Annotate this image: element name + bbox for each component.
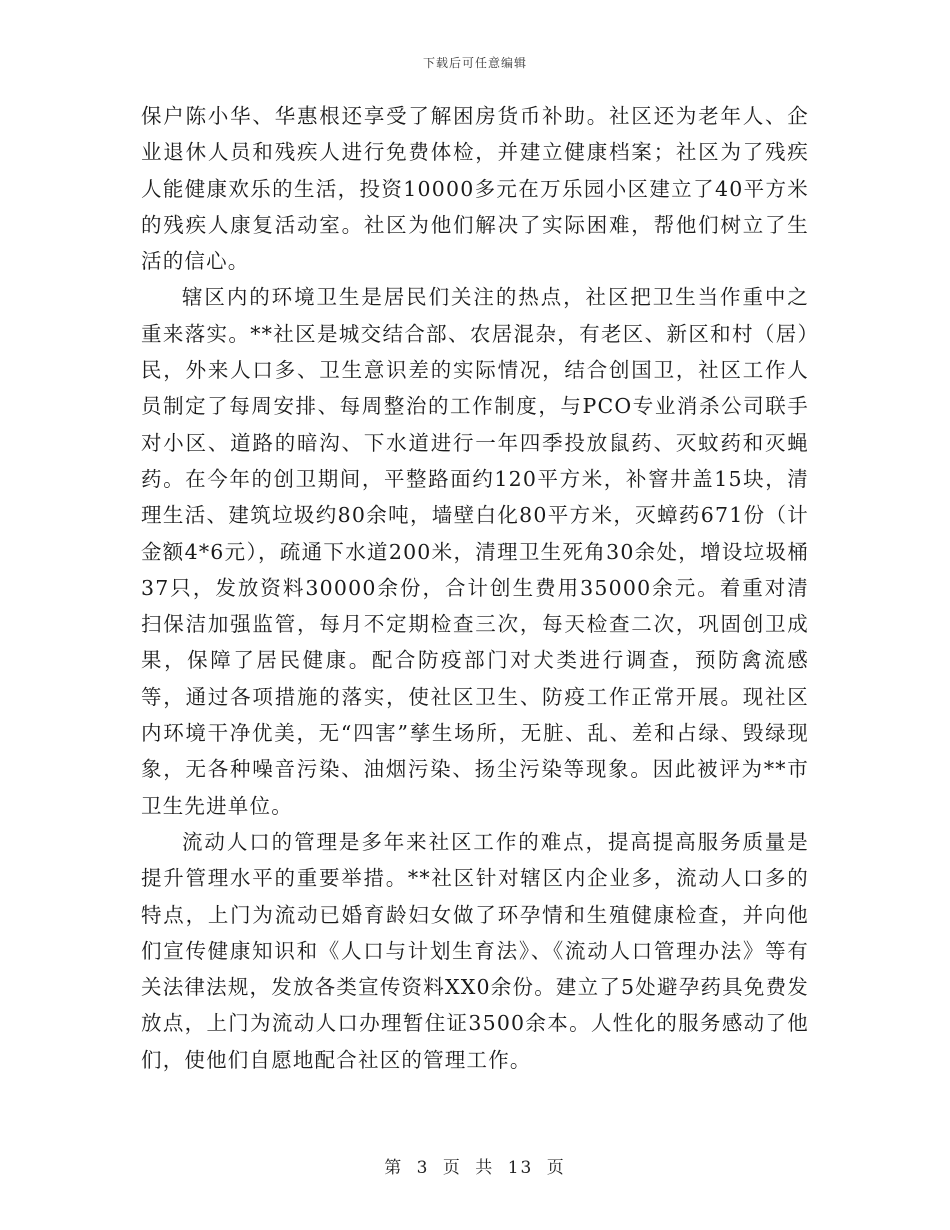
paragraph-2: 辖区内的环境卫生是居民们关注的热点，社区把卫生当作重中之重来落实。**社区是城交结合部、农居混杂，有老区、新区和村（居）民，外来人口多、卫生意识差的实际情况，结合创国卫，社区工作人员制定了每周安排、每周整治的工作制度，与PCO专业消杀公司联手对小区、道路的暗沟、下水道进行一年四季投放鼠药、灭蚊药和灭蝇药。在今年的创卫期间，平整路面约120平方米，补窨井盖15块，清理生活、建筑垃圾约80余吨，墙壁白化80平方米，灭蟑药671份（计金额4*6元），疏通下水道200米，清理卫生死角30余处，增设垃圾桶37只，发放资料30000余份，合计创生费用35000余元。着重对清扫保洁加强监管，每月不定期检查三次，每天检查二次，巩固创卫成果，保障了居民健康。配合防疫部门对犬类进行调查，预防禽流感等，通过各项措施的落实，使社区卫生、防疫工作正常开展。现社区内环境干净优美，无“四害”孳生场所，无脏、乱、差和占绿、毁绿现象，无各种噪音污染、油烟污染、扬尘污染等现象。因此被评为**市卫生先进单位。 (141, 285, 809, 818)
paragraph-3: 流动人口的管理是多年来社区工作的难点，提高提高服务质量是提升管理水平的重要举措。**社区针对辖区内企业多，流动人口多的特点，上门为流动已婚育龄妇女做了环孕情和生殖健康检查，并向他们宣传健康知识和《人口与计划生育法》、《流动人口管理办法》等有关法律法规，发放各类宣传资料XX0余份。建立了5处避孕药具免费发放点，上门为流动人口办理暂住证3500余本。人性化的服务感动了他们，使他们自愿地配合社区的管理工作。 (141, 829, 809, 1072)
page-header-note: 下载后可任意编辑 (422, 56, 527, 70)
document-body (141, 98, 809, 1078)
page-number-footer: 第 3 页 共 13 页 (384, 1158, 566, 1178)
paragraph-1: 保户陈小华、华惠根还享受了解困房货币补助。社区还为老年人、企业退休人员和残疾人进行免费体检，并建立健康档案；社区为了残疾人能健康欢乐的生活，投资10000多元在万乐园小区建立了40平方米的残疾人康复活动室。社区为他们解决了实际困难，帮他们树立了生活的信心。 (141, 104, 809, 274)
